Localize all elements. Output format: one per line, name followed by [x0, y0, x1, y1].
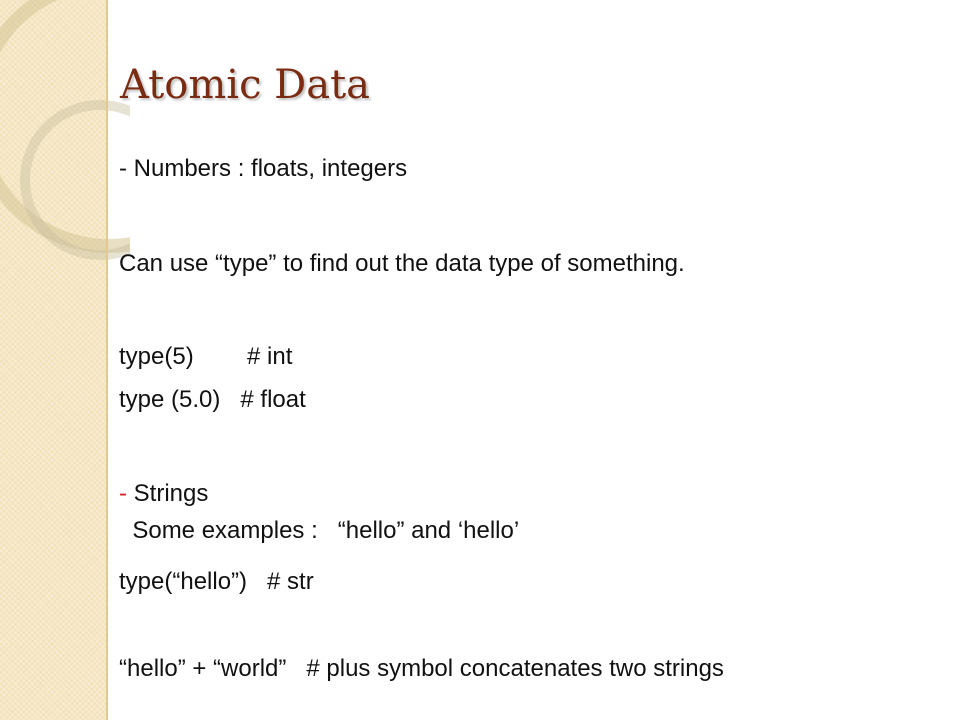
numbers-line: - Numbers : floats, integers	[119, 155, 408, 182]
strings-line	[119, 480, 208, 508]
type-float-line: type (5.0) # float	[119, 386, 306, 413]
strings-bullet: -	[119, 480, 134, 507]
type-hint-line: Can use “type” to find out the data type of something.	[119, 250, 685, 277]
type-int-line: type(5) # int	[119, 343, 293, 370]
string-examples-line: Some examples : “hello” and ‘hello’	[119, 517, 520, 544]
slide-title: Atomic Data	[120, 62, 371, 108]
side-band-edge	[106, 0, 108, 720]
strings-label: Strings	[133, 480, 209, 507]
type-str-line: type(“hello”) # str	[119, 568, 314, 595]
concat-line: “hello” + “world” # plus symbol concatenates two strings	[119, 655, 724, 682]
decorative-rings	[0, 0, 130, 300]
